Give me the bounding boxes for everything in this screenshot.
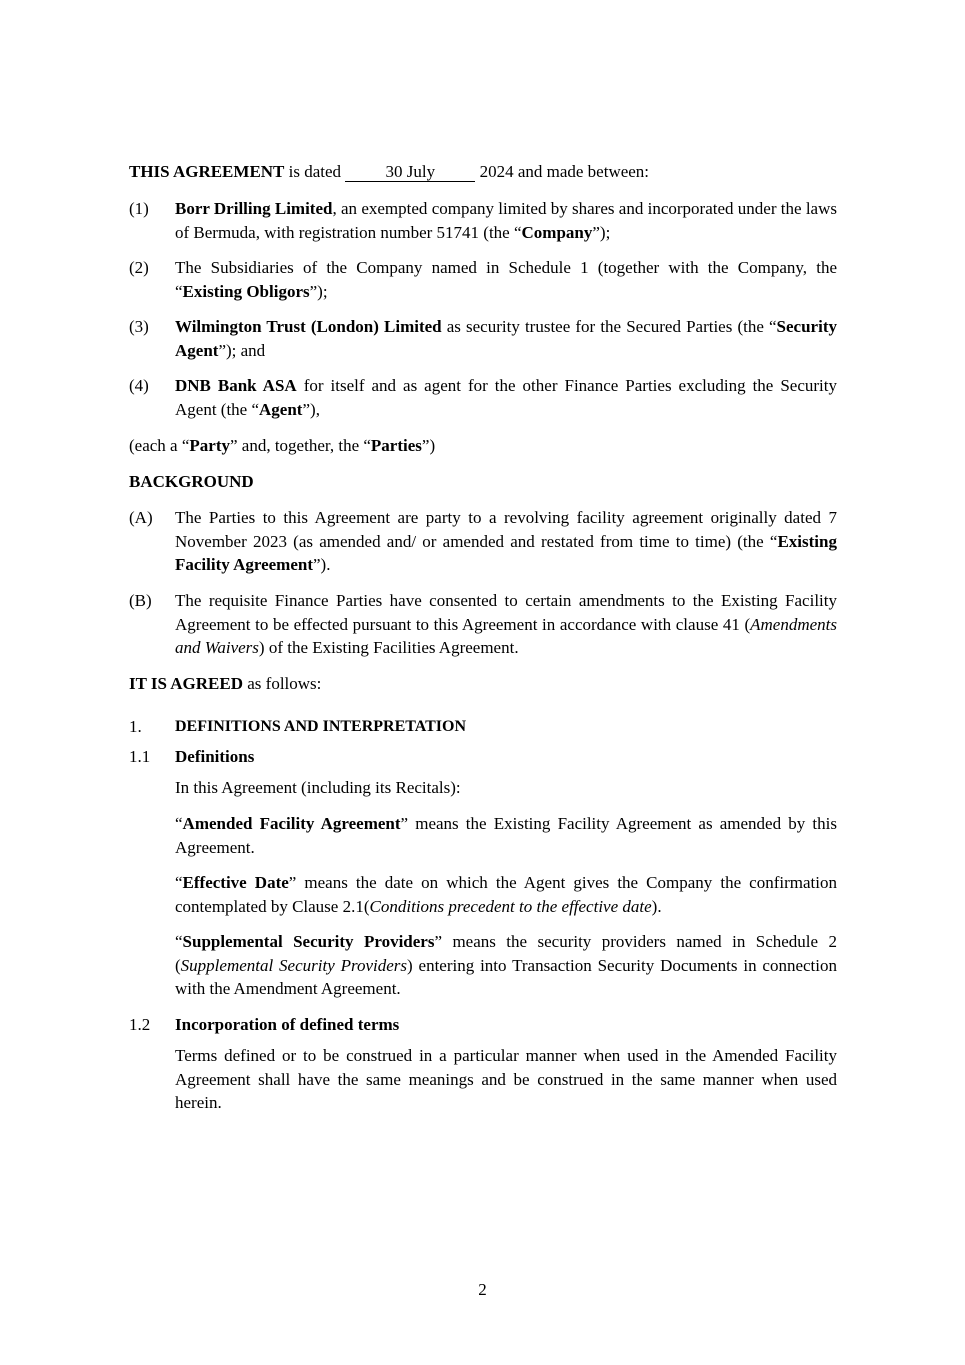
clause-title: Incorporation of defined terms bbox=[175, 1015, 400, 1034]
agreement-date-field: 30 July bbox=[345, 163, 475, 182]
party-number: (4) bbox=[129, 376, 149, 395]
clause-number: 1.1 bbox=[129, 747, 151, 766]
definitions-intro: In this Agreement (including its Recitals): bbox=[175, 778, 461, 797]
recital-item: The requisite Finance Parties have consented to certain amendments to the Existing Facility Agreement to be effected pursuant to this Agreement in accordance with clause 41 (Amendments and Waivers) of the Existing Facilities Agreement. bbox=[175, 591, 837, 657]
definition-effective-date: “Effective Date” means the date on which the Agent gives the Company the confirmation contemplated by Clause 2.1(Conditions precedent to the effective date). bbox=[175, 873, 837, 916]
parties-definition: (each a “Party” and, together, the “Parties”) bbox=[129, 436, 436, 455]
definition-supplemental-security-providers: “Supplemental Security Providers” means the security providers named in Schedule 2 (Supplemental Security Providers) entering into Transaction Security Documents in connection with the Amendment Agreement. bbox=[175, 932, 837, 998]
party-number: (2) bbox=[129, 258, 149, 277]
agreed-statement: IT IS AGREED as follows: bbox=[129, 674, 322, 693]
page-number: 2 bbox=[478, 1280, 487, 1299]
clause-title: Definitions bbox=[175, 747, 255, 766]
clause-number: 1.2 bbox=[129, 1015, 151, 1034]
recital-number: (B) bbox=[129, 591, 152, 610]
intro-text: is dated bbox=[284, 162, 346, 181]
intro-text-end: 2024 and made between: bbox=[475, 162, 650, 181]
section-number: 1. bbox=[129, 717, 142, 736]
party-item: The Subsidiaries of the Company named in Schedule 1 (together with the Company, the “Existing Obligors”); bbox=[175, 258, 837, 301]
recital-item: The Parties to this Agreement are party to a revolving facility agreement originally dated 7 November 2023 (as amended and/ or amended and restated from time to time) (the “Existing Facility Agreement”). bbox=[175, 508, 837, 574]
definition-amended-facility-agreement: “Amended Facility Agreement” means the Existing Facility Agreement as amended by this Agreement. bbox=[175, 814, 837, 857]
agreement-intro bbox=[129, 160, 837, 184]
party-item: Borr Drilling Limited, an exempted company limited by shares and incorporated under the laws of Bermuda, with registration number 51741 (the “Company”); bbox=[175, 199, 837, 242]
party-number: (1) bbox=[129, 199, 149, 218]
recital-number: (A) bbox=[129, 508, 153, 527]
party-number: (3) bbox=[129, 317, 149, 336]
section-title: DEFINITIONS AND INTERPRETATION bbox=[175, 718, 467, 735]
party-item: DNB Bank ASA for itself and as agent for the other Finance Parties excluding the Security Agent (the “Agent”), bbox=[175, 376, 837, 419]
clause-text: Terms defined or to be construed in a particular manner when used in the Amended Facility Agreement shall have the same meanings and be construed in the same manner when used herein. bbox=[175, 1046, 837, 1112]
background-heading: BACKGROUND bbox=[129, 472, 254, 491]
party-item: Wilmington Trust (London) Limited as security trustee for the Secured Parties (the “Security Agent”); and bbox=[175, 317, 837, 360]
intro-lead: THIS AGREEMENT bbox=[129, 162, 285, 181]
